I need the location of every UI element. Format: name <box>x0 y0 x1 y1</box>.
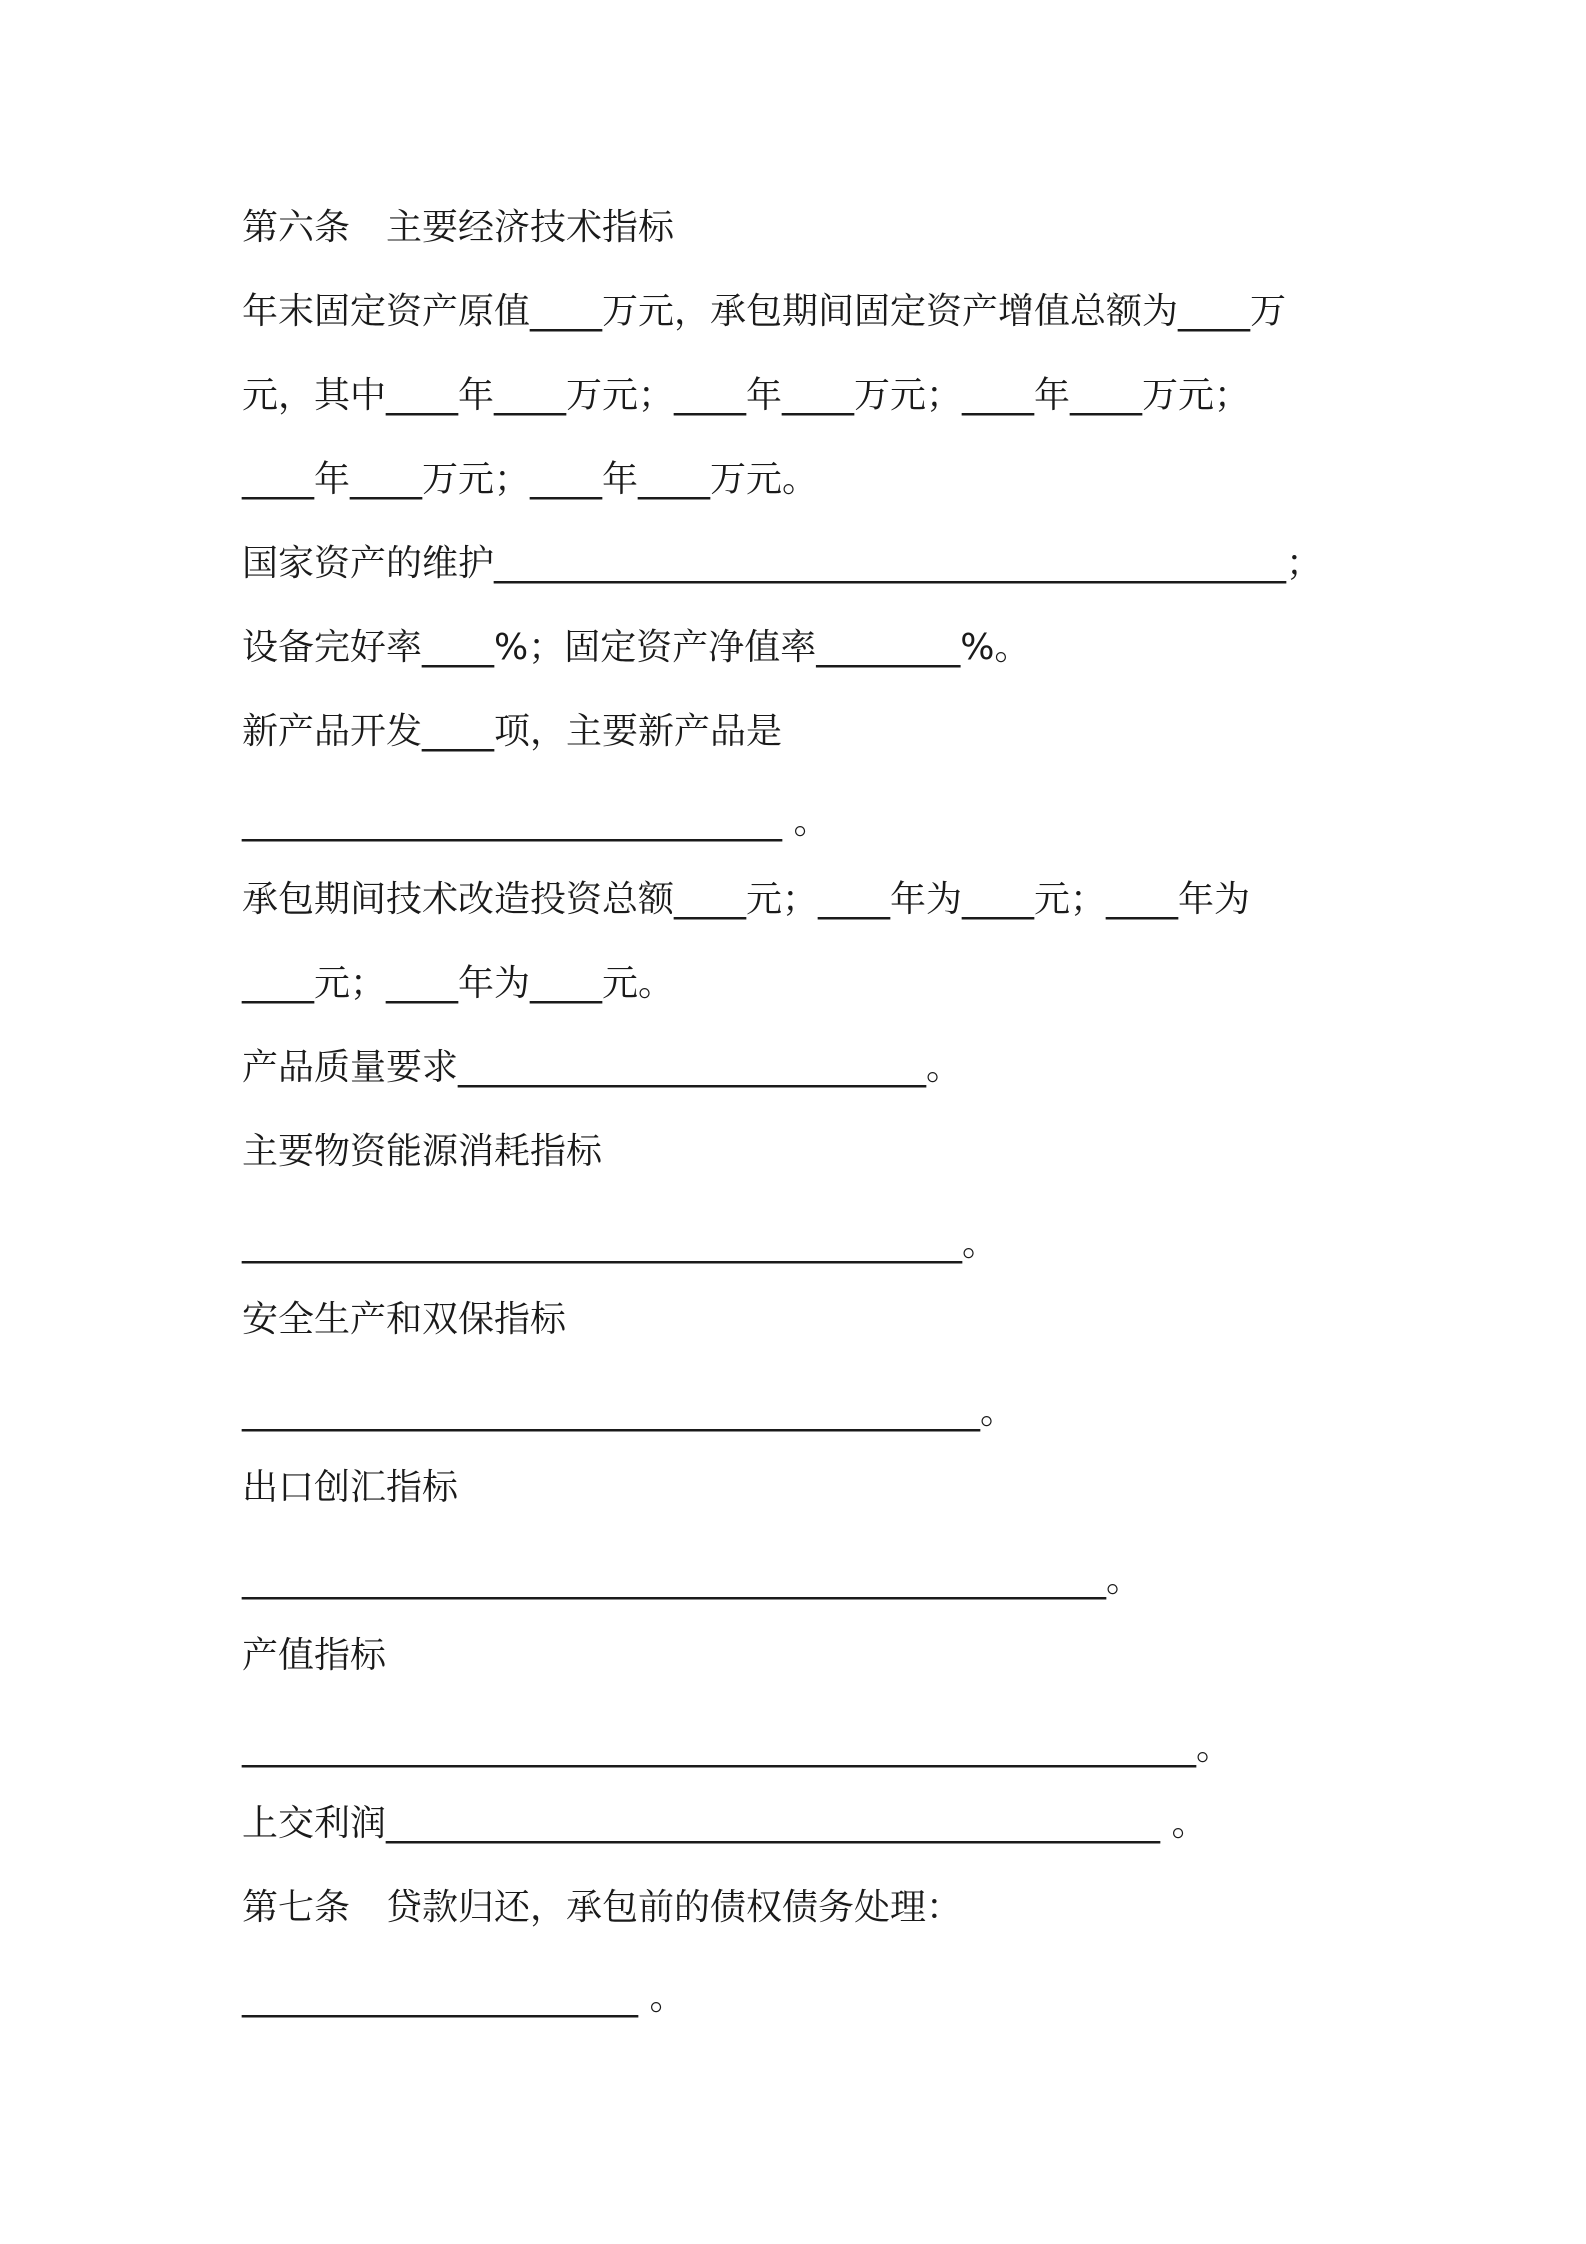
energy-consumption-heading: 主要物资能源消耗指标 <box>242 1131 603 1172</box>
state-assets-maintenance: 国家资产的维护____________________________________________； <box>242 543 1323 584</box>
safety-heading: 安全生产和双保指标 <box>242 1299 567 1340</box>
tech-investment-line-2: ____元；____年为____元。 <box>242 963 675 1004</box>
profit-line: 上交利润___________________________________________ 。 <box>242 1803 1208 1844</box>
article-7-heading: 第七条 贷款归还，承包前的债权债务处理： <box>242 1887 963 1928</box>
output-value-blank: _____________________________________________________。 <box>242 1727 1232 1768</box>
fixed-assets-line-1: 年末固定资产原值____万元，承包期间固定资产增值总额为____万 <box>242 291 1287 332</box>
fixed-assets-line-2: 元，其中____年____万元；____年____万元；____年____万元； <box>242 375 1251 416</box>
export-heading: 出口创汇指标 <box>242 1467 459 1508</box>
article-7-blank: ______________________ 。 <box>242 1977 686 2018</box>
fixed-assets-line-3: ____年____万元；____年____万元。 <box>242 459 819 500</box>
new-product-line: 新产品开发____项，主要新产品是 <box>242 711 783 752</box>
export-blank: ________________________________________________。 <box>242 1559 1142 1600</box>
energy-consumption-blank: ________________________________________。 <box>242 1223 998 1264</box>
article-6-heading: 第六条 主要经济技术指标 <box>242 207 675 248</box>
equipment-rate-line: 设备完好率____%；固定资产净值率________%。 <box>242 627 1031 668</box>
output-value-heading: 产值指标 <box>242 1635 387 1676</box>
new-product-blank: ______________________________ 。 <box>242 801 830 842</box>
product-quality-line: 产品质量要求__________________________。 <box>242 1047 963 1088</box>
tech-investment-line-1: 承包期间技术改造投资总额____元；____年为____元；____年为 <box>242 879 1251 920</box>
safety-blank: _________________________________________。 <box>242 1391 1016 1432</box>
